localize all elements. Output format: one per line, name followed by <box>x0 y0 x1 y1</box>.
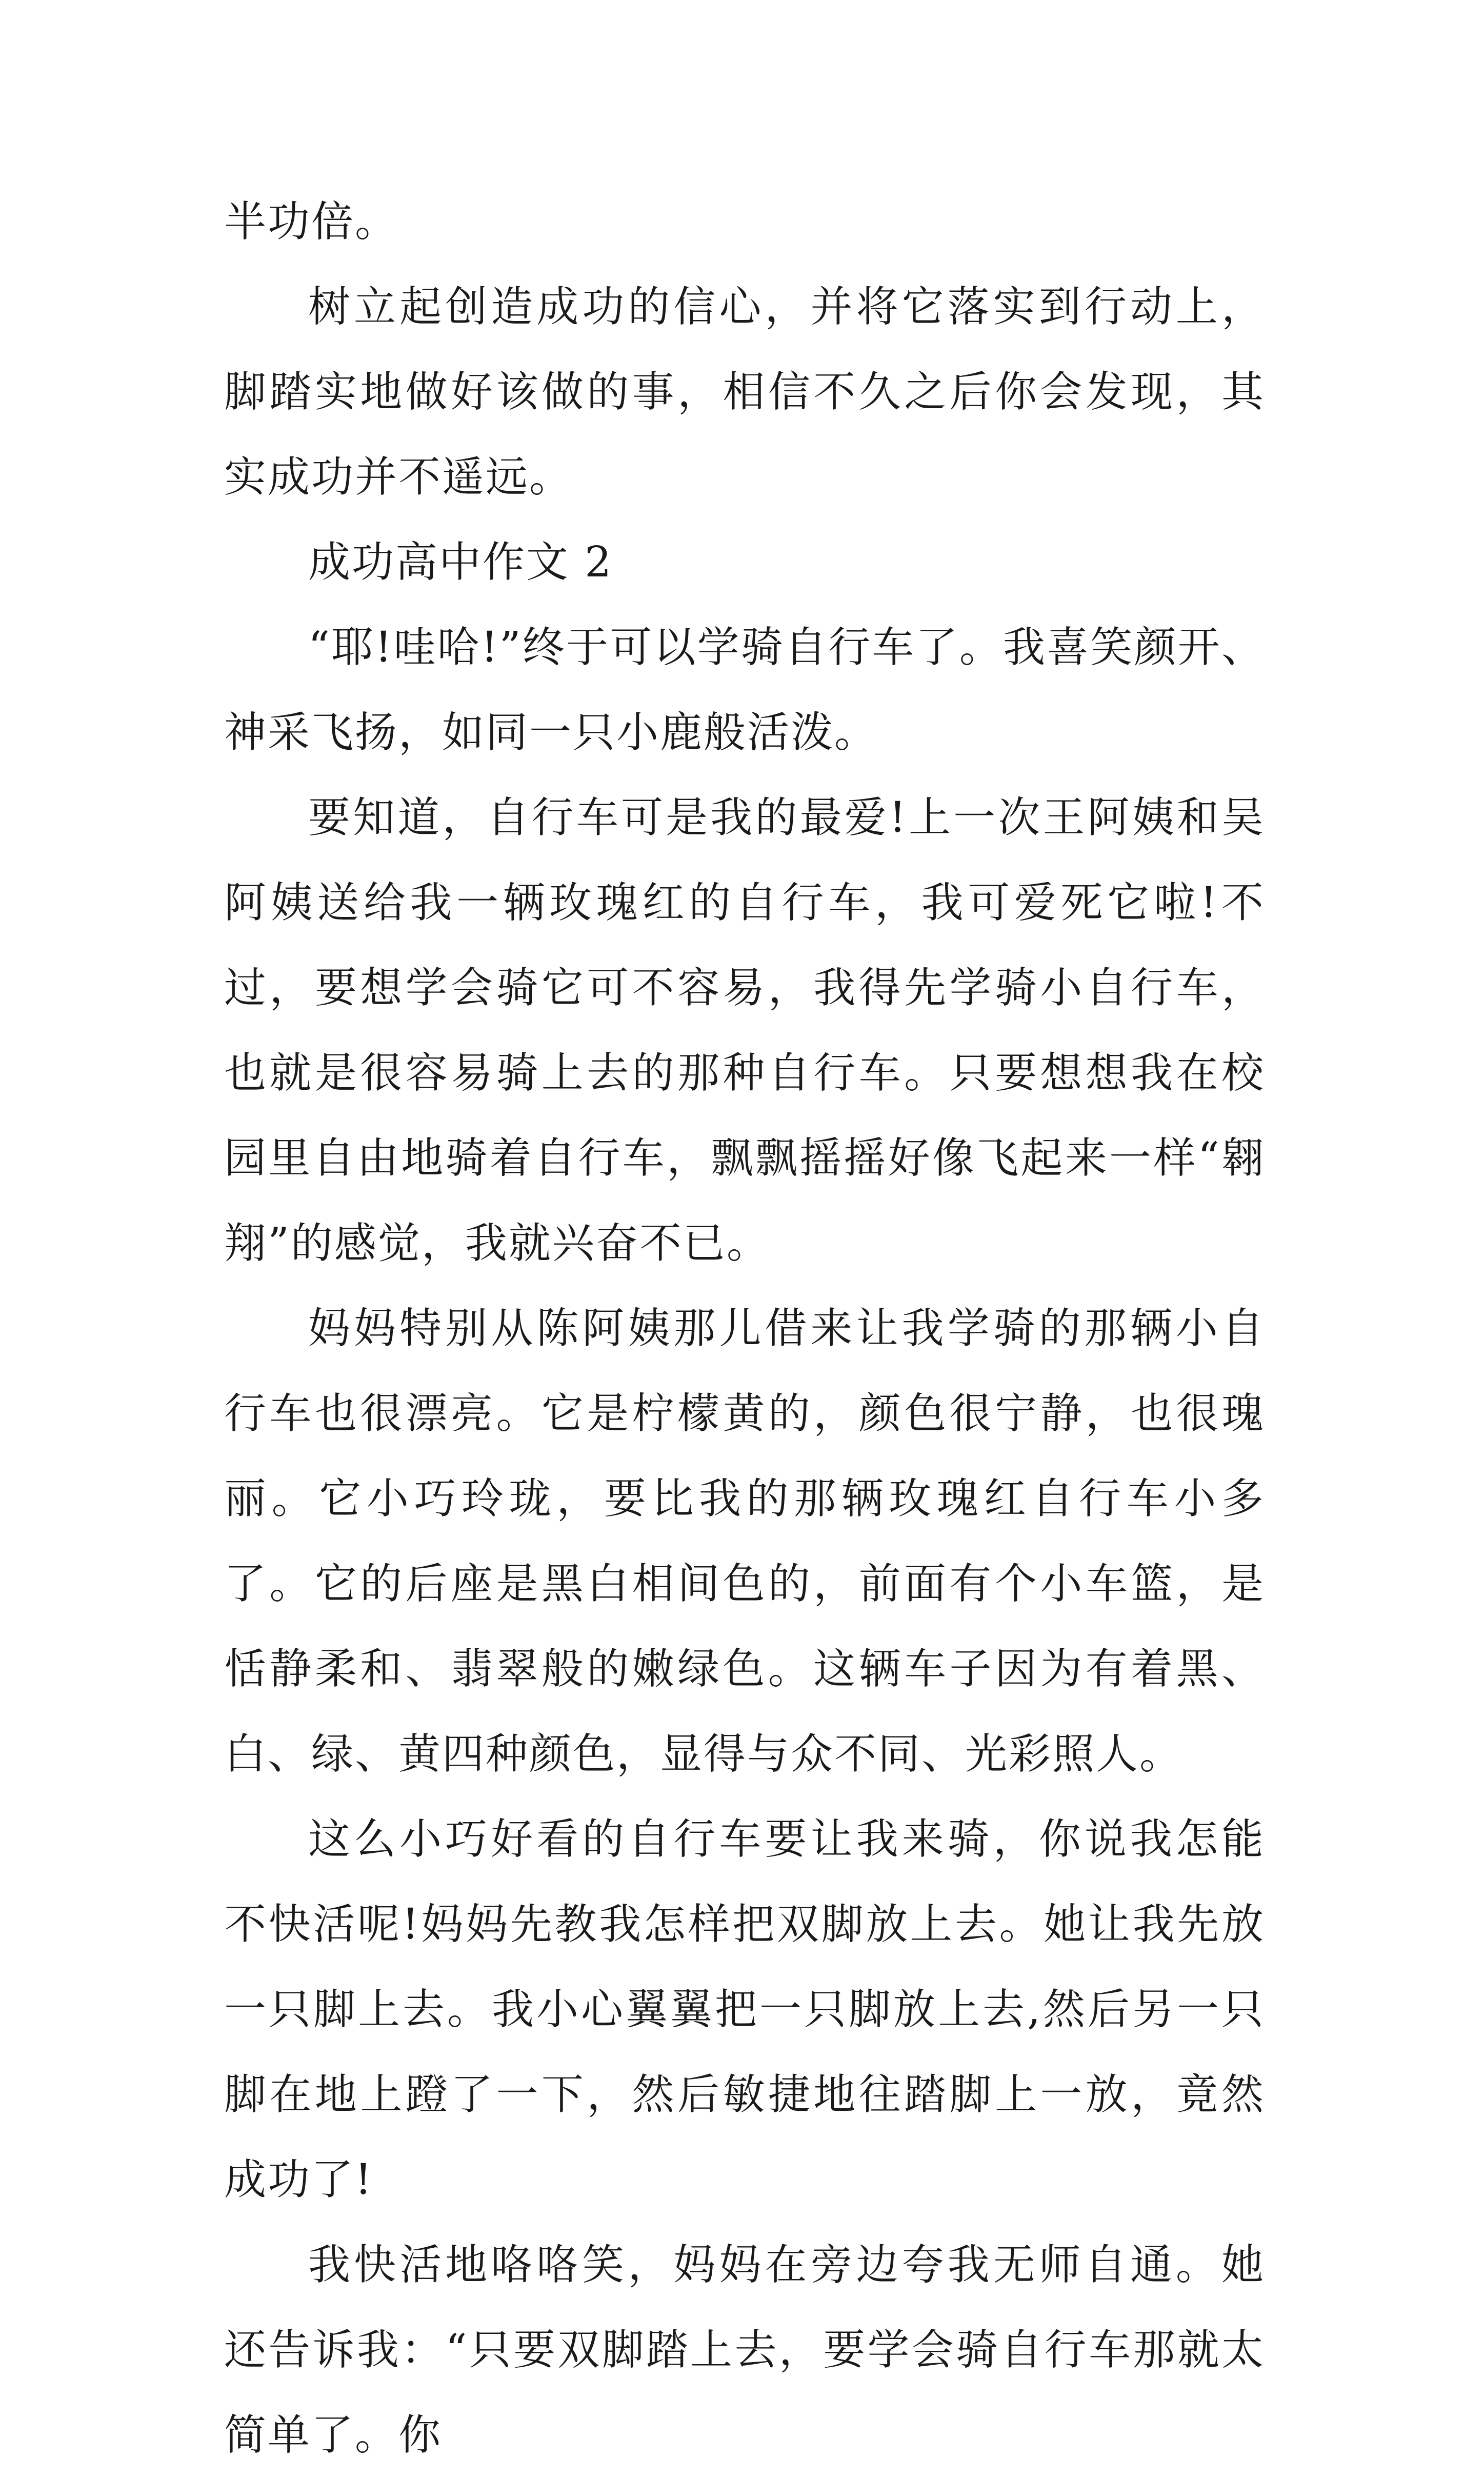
paragraph-4: 要知道，自行车可是我的最爱!上一次王阿姨和吴阿姨送给我一辆玫瑰红的自行车，我可爱死它啦!不过，要想学会骑它可不容易，我得先学骑小自行车，也就是很容易骑上去的那种自行车。只要想想我在校园里自由地骑着自行车，飘飘摇摇好像飞起来一样“翱翔”的感觉，我就兴奋不已。 <box>224 793 1265 1268</box>
paragraph-3: “耶!哇哈!”终于可以学骑自行车了。我喜笑颜开、神采飞扬，如同一只小鹿般活泼。 <box>224 623 1265 757</box>
paragraph-7: 我快活地咯咯笑，妈妈在旁边夸我无师自通。她还告诉我：“只要双脚踏上去，要学会骑自行车那就太简单了。你 <box>224 2241 1265 2460</box>
essay-heading: 成功高中作文 2 <box>308 538 613 587</box>
paragraph-1: 半功倍。 <box>224 197 399 246</box>
document-body <box>224 179 1265 2478</box>
paragraph-6: 这么小巧好看的自行车要让我来骑，你说我怎能不快活呢!妈妈先教我怎样把双脚放上去。她让我先放一只脚上去。我小心翼翼把一只脚放上去,然后另一只脚在地上蹬了一下，然后敏捷地往踏脚上一放，竟然成功了! <box>224 1815 1265 2204</box>
paragraph-2: 树立起创造成功的信心，并将它落实到行动上，脚踏实地做好该做的事，相信不久之后你会发现，其实成功并不遥远。 <box>224 283 1265 502</box>
paragraph-5: 妈妈特别从陈阿姨那儿借来让我学骑的那辆小自行车也很漂亮。它是柠檬黄的，颜色很宁静，也很瑰丽。它小巧玲珑，要比我的那辆玫瑰红自行车小多了。它的后座是黑白相间色的，前面有个小车篮，是恬静柔和、翡翠般的嫩绿色。这辆车子因为有着黑、白、绿、黄四种颜色，显得与众不同、光彩照人。 <box>224 1304 1265 1778</box>
